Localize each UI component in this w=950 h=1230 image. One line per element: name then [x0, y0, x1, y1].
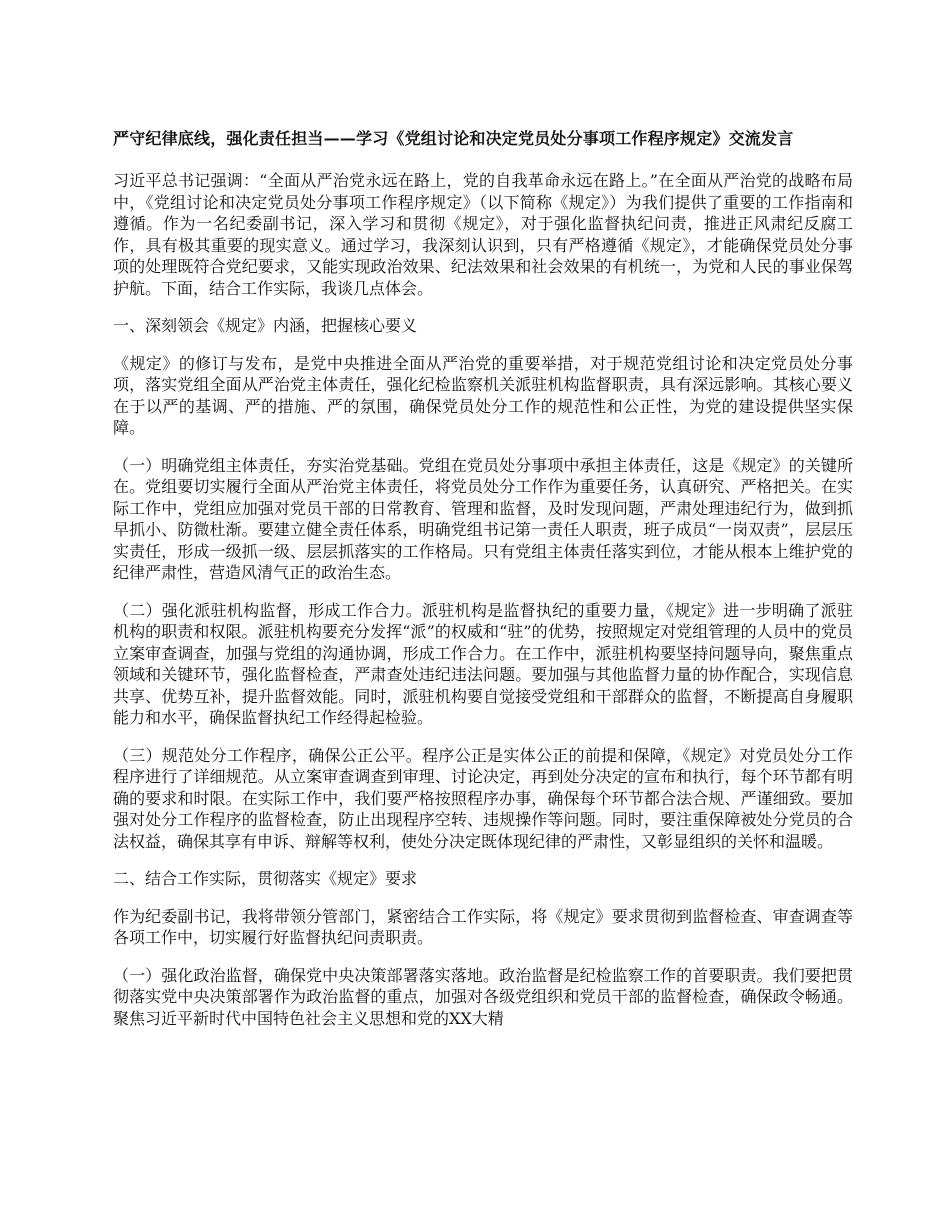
section-2-paragraph: 作为纪委副书记，我将带领分管部门，紧密结合工作实际，将《规定》要求贯彻到监督检查、审查调查等各项工作中，切实履行好监督执纪问责职责。	[113, 906, 853, 947]
section-heading-1: 一、深刻领会《规定》内涵，把握核心要义	[113, 316, 418, 335]
section-heading-2: 二、结合工作实际，贯彻落实《规定》要求	[113, 869, 418, 888]
section-1-item-3-paragraph: （三）规范处分工作程序，确保公正公平。程序公正是实体公正的前提和保障，《规定》对党员处分工作程序进行了详细规范。从立案审查调查到审理、讨论决定，再到处分决定的宣布和执行，每个环节都有明确的要求和时限。在实际工作中，我们要严格按照程序办事，确保每个环节都合法合规、严谨细致。要加强对处分工作程序的监督检查，防止出现程序空转、违规操作等问题。同时，要注重保障被处分党员的合法权益，确保其享有申诉、辩解等权利，使处分决定既体现纪律的严肃性，又彰显组织的关怀和温暖。	[113, 745, 853, 851]
intro-paragraph: 习近平总书记强调：“全面从严治党永远在路上，党的自我革命永远在路上。”在全面从严治党的战略布局中，《党组讨论和决定党员处分事项工作程序规定》（以下简称《规定》）为我们提供了重要的工作指南和遵循。作为一名纪委副书记，深入学习和贯彻《规定》，对于强化监督执纪问责，推进正风肃纪反腐工作，具有极其重要的现实意义。通过学习，我深刻认识到，只有严格遵循《规定》，才能确保党员处分事项的处理既符合党纪要求，又能实现政治效果、纪法效果和社会效果的有机统一，为党和人民的事业保驾护航。下面，结合工作实际，我谈几点体会。	[113, 171, 853, 298]
document-title: 严守纪律底线，强化责任担当——学习《党组讨论和决定党员处分事项工作程序规定》交流发言	[113, 129, 794, 148]
section-1-item-1-paragraph: （一）明确党组主体责任，夯实治党基础。党组在党员处分事项中承担主体责任，这是《规定》的关键所在。党组要切实履行全面从严治党主体责任，将党员处分工作作为重要任务，认真研究、严格把关。在实际工作中，党组应加强对党员干部的日常教育、管理和监督，及时发现问题，严肃处理违纪行为，做到抓早抓小、防微杜渐。要建立健全责任体系，明确党组书记第一责任人职责，班子成员“一岗双责”，层层压实责任，形成一级抓一级、层层抓落实的工作格局。只有党组主体责任落实到位，才能从根本上维护党的纪律严肃性，营造风清气正的政治生态。	[113, 455, 853, 582]
section-2-item-1-paragraph: （一）强化政治监督，确保党中央决策部署落实落地。政治监督是纪检监察工作的首要职责。我们要把贯彻落实党中央决策部署作为政治监督的重点，加强对各级党组织和党员干部的监督检查，确保政令畅通。聚焦习近平新时代中国特色社会主义思想和党的XX大精	[113, 965, 853, 1028]
section-1-paragraph: 《规定》的修订与发布，是党中央推进全面从严治党的重要举措，对于规范党组讨论和决定党员处分事项，落实党组全面从严治党主体责任，强化纪检监察机关派驻机构监督职责，具有深远影响。其核心要义在于以严的基调、严的措施、严的氛围，确保党员处分工作的规范性和公正性，为党的建设提供坚实保障。	[113, 353, 853, 437]
section-1-item-2-paragraph: （二）强化派驻机构监督，形成工作合力。派驻机构是监督执纪的重要力量，《规定》进一步明确了派驻机构的职责和权限。派驻机构要充分发挥“派”的权威和“驻”的优势，按照规定对党组管理的人员中的党员立案审查调查，加强与党组的沟通协调，形成工作合力。在工作中，派驻机构要坚持问题导向，聚焦重点领域和关键环节，强化监督检查，严肃查处违纪违法问题。要加强与其他监督力量的协作配合，实现信息共享、优势互补，提升监督效能。同时，派驻机构要自觉接受党组和干部群众的监督，不断提高自身履职能力和水平，确保监督执纪工作经得起检验。	[113, 600, 853, 727]
document-page	[113, 128, 853, 1045]
